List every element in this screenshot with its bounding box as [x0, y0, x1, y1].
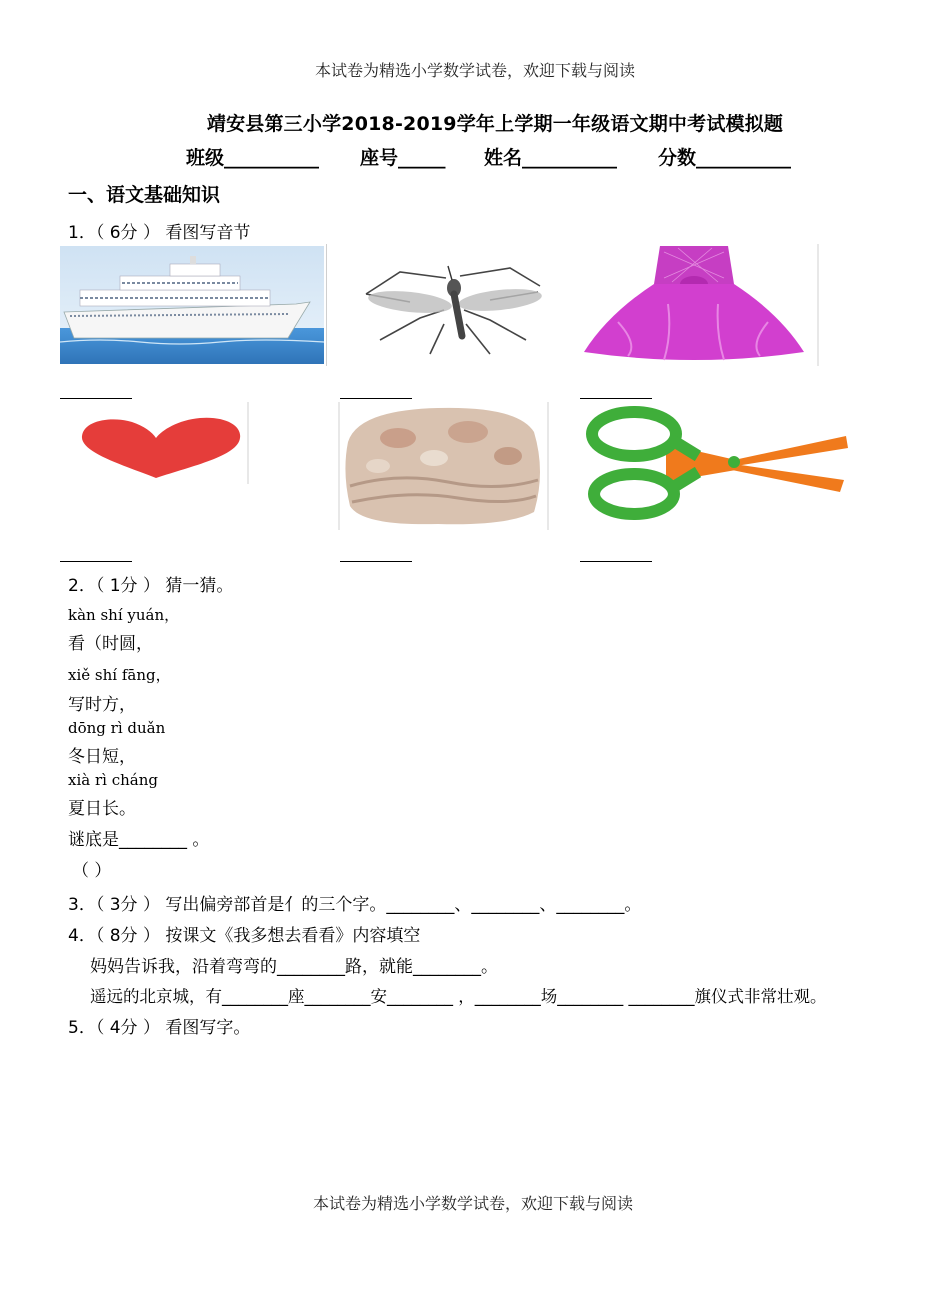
pinyin-line: kàn shí yuán， [68, 606, 180, 624]
answer-blank[interactable] [580, 561, 652, 562]
pinyin-line: dōng rì duǎn [68, 719, 166, 737]
question-3: 3．（ 3分 ） 写出偏旁部首是亻的三个字。________、________、________。 [68, 895, 642, 915]
scissors-picture [586, 404, 850, 524]
question-5: 5．（ 4分 ） 看图写字。 [68, 1018, 251, 1038]
seat-field: 座号_____ [360, 147, 446, 169]
page-header: 本试卷为精选小学数学试卷，欢迎下载与阅读 [314, 61, 635, 80]
riddle-answer[interactable]: 谜底是________ 。 [68, 830, 210, 850]
answer-blank[interactable] [60, 398, 132, 399]
exam-title: 靖安县第三小学2018-2019学年上学期一年级语文期中考试模拟题 [206, 113, 784, 135]
blanket-picture [338, 402, 550, 530]
name-field: 姓名__________ [484, 147, 618, 169]
answer-blank[interactable] [60, 561, 132, 562]
riddle-line: 写时方， [68, 695, 136, 715]
picture-divider [326, 244, 327, 366]
page-footer: 本试卷为精选小学数学试卷，欢迎下载与阅读 [312, 1194, 633, 1213]
class-field: 班级__________ [186, 147, 320, 169]
dress-picture [568, 244, 820, 366]
answer-blank[interactable] [340, 398, 412, 399]
riddle-line: 夏日长。 [68, 799, 136, 819]
score-field: 分数__________ [658, 147, 792, 169]
ship-picture [60, 246, 324, 364]
riddle-line: 冬日短， [68, 747, 136, 767]
section-heading: 一、语文基础知识 [68, 184, 221, 206]
pinyin-line: xiě shí fāng， [68, 666, 171, 684]
answer-blank[interactable] [580, 398, 652, 399]
heart-picture [60, 402, 250, 484]
fill-in-line[interactable]: 妈妈告诉我，沿着弯弯的________路，就能________。 [90, 957, 498, 977]
question-1: 1．（ 6分 ） 看图写音节 [68, 223, 251, 243]
pinyin-line: xià rì cháng [68, 771, 158, 789]
answer-blank[interactable] [340, 561, 412, 562]
answer-parentheses[interactable]: （ ） [72, 861, 112, 881]
mosquito-picture [340, 244, 568, 364]
riddle-line: 看（时圆， [68, 634, 153, 654]
fill-in-line[interactable]: 遥远的北京城，有________座________安________ ，________场________ ________旗仪式非常壮观。 [90, 987, 827, 1006]
question-2: 2．（ 1分 ） 猜一猜。 [68, 576, 234, 596]
question-4: 4．（ 8分 ） 按课文《我多想去看看》内容填空 [68, 926, 421, 946]
